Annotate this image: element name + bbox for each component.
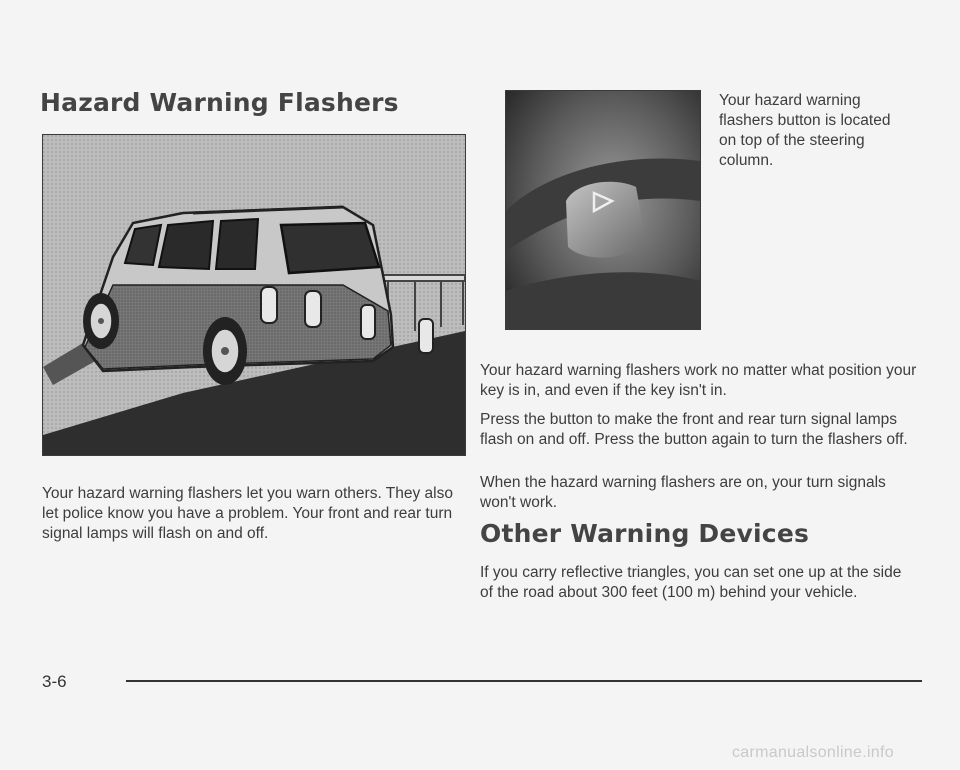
footer-divider bbox=[126, 680, 922, 682]
paragraph-key-position: Your hazard warning flashers work no matter what position your key is in, and even if the key isn't in. bbox=[480, 362, 917, 399]
intro-paragraph: Your hazard warning flashers let you warn others. They also let police know you have a problem. Your front and rear turn signal lamps will flash on and off. bbox=[42, 485, 453, 542]
hazard-button-photo bbox=[505, 90, 701, 330]
paragraph-reflective-triangles: If you carry reflective triangles, you can set one up at the side of the road about 300 feet (100 m) behind your vehicle. bbox=[480, 564, 902, 601]
van-image bbox=[43, 135, 465, 455]
hazard-button-image bbox=[506, 91, 700, 329]
van-illustration bbox=[42, 134, 466, 456]
section-heading-hazard: Hazard Warning Flashers bbox=[40, 88, 399, 117]
paragraph-turn-signals: When the hazard warning flashers are on, your turn signals won't work. bbox=[480, 474, 886, 511]
paragraph-press-button: Press the button to make the front and rear turn signal lamps flash on and off. Press the button again to turn the flashers off. bbox=[480, 411, 908, 448]
watermark: carmanualsonline.info bbox=[732, 744, 894, 761]
page-number: 3-6 bbox=[42, 672, 67, 691]
button-location-caption: Your hazard warning flashers button is located on top of the steering column. bbox=[719, 92, 891, 169]
section-heading-other-devices: Other Warning Devices bbox=[480, 519, 810, 548]
